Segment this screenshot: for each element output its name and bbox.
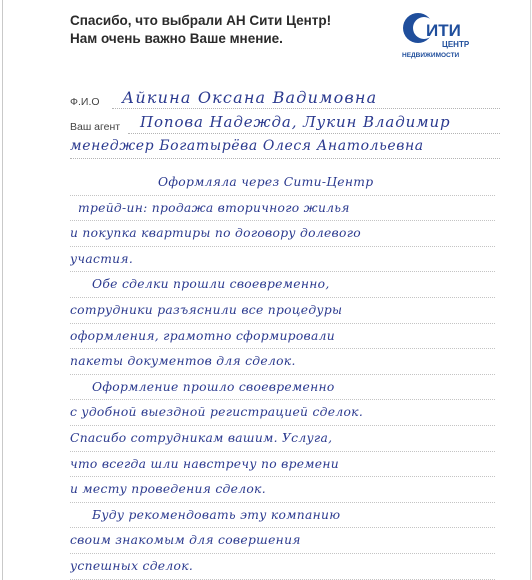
logo-sub-text: ЦЕНТР [442, 40, 470, 49]
review-line: сотрудники разъяснили все процедуры [70, 298, 495, 324]
form-header [70, 12, 390, 48]
review-line: оформления, грамотно сформировали [70, 324, 495, 350]
agent-value-line2: менеджер Богатырёва Олеся Анатольевна [70, 138, 424, 154]
scan-edge-left [2, 0, 3, 580]
review-line: что всегда шли навстречу по времени [70, 452, 495, 478]
review-line: успешных сделок. [70, 554, 495, 580]
header-thanks-line: Спасибо, что выбрали АН Сити Центр! [70, 13, 332, 28]
review-text [70, 170, 495, 580]
review-line: Обе сделки прошли своевременно, [70, 272, 495, 298]
review-line: трейд-ин: продажа вторичного жилья [70, 196, 495, 222]
agent-underline-1 [128, 133, 500, 134]
review-line: и покупка квартиры по договору долевого [70, 221, 495, 247]
logo-tagline: НЕДВИЖИМОСТИ [402, 52, 460, 59]
review-line: Спасибо сотрудникам вашим. Услуга, [70, 426, 495, 452]
city-center-logo [400, 10, 520, 60]
scan-edge-right [530, 0, 531, 580]
logo-main-text: ИТИ [426, 21, 461, 40]
fio-value: Айкина Оксана Вадимовна [122, 88, 378, 107]
fio-underline [112, 108, 500, 109]
review-line: участия. [70, 247, 495, 273]
review-line: Буду рекомендовать эту компанию [70, 503, 495, 529]
review-line: и месту проведения сделок. [70, 477, 495, 503]
review-line: своим знакомым для совершения [70, 528, 495, 554]
fio-label: Ф.И.О [70, 96, 100, 108]
review-line: Оформляла через Сити-Центр [70, 170, 495, 196]
agent-label: Ваш агент [70, 121, 121, 133]
review-line: Оформление прошло своевременно [70, 375, 495, 401]
agent-underline-2 [70, 158, 500, 159]
header-opinion-line: Нам очень важно Ваше мнение. [70, 31, 283, 46]
review-line: с удобной выездной регистрацией сделок. [70, 400, 495, 426]
review-line: пакеты документов для сделок. [70, 349, 495, 375]
agent-value-line1: Попова Надежда, Лукин Владимир [140, 113, 451, 131]
